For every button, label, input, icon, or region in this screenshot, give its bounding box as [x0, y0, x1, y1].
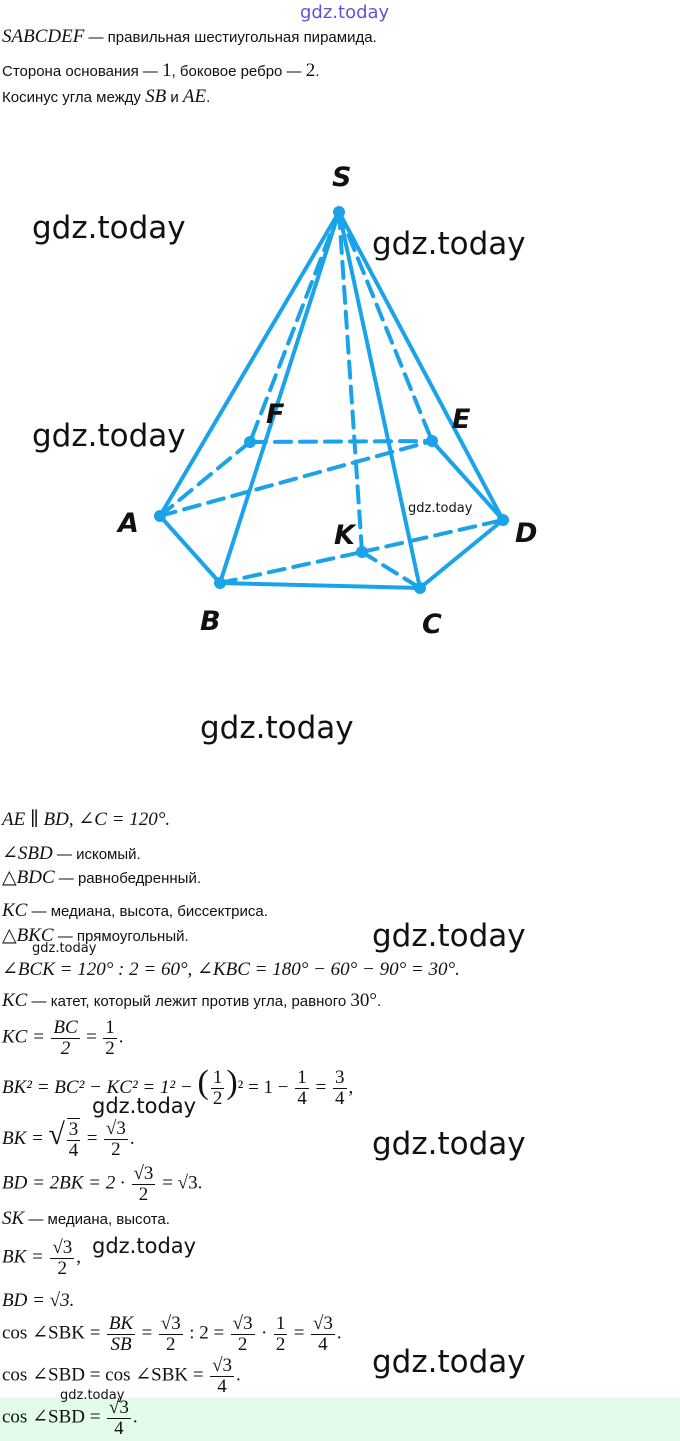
fraction-numerator: √3: [212, 1355, 232, 1376]
comma: ,: [76, 1246, 81, 1268]
fraction-denominator: 4: [335, 1088, 345, 1110]
fraction-numerator: 1: [212, 1067, 223, 1089]
fraction-numerator: √3: [105, 1118, 126, 1140]
fraction-denominator: 4: [297, 1088, 307, 1110]
fraction-numerator: √3: [232, 1313, 253, 1334]
fraction-sqrt3-4: [210, 1356, 234, 1397]
period: .: [336, 1322, 342, 1344]
fraction-sqrt3-2: [104, 1119, 128, 1160]
equals-sign: =: [141, 1322, 153, 1344]
fraction-denominator: 2: [138, 1183, 149, 1205]
divide-2: : 2 =: [189, 1322, 225, 1344]
bd-value: BD = √3.: [2, 1290, 75, 1311]
solution-line-12: [2, 1208, 170, 1230]
problem-line-1-text: — правильная шестиугольная пирамида.: [84, 29, 377, 46]
problem-line-1: [2, 26, 377, 48]
solution-line-2: [2, 842, 141, 865]
label-d: D: [515, 518, 538, 549]
watermark: gdz.today: [92, 1094, 197, 1118]
edge-ae: [160, 441, 432, 516]
fraction-numerator: 1: [105, 1017, 115, 1038]
watermark: gdz.today: [408, 501, 473, 516]
edge-sb: [220, 212, 339, 583]
segment-kc: KC: [2, 990, 28, 1011]
label-e: E: [452, 404, 471, 435]
solution-line-1: [2, 808, 170, 831]
header-watermark: gdz.today: [300, 2, 390, 23]
label-a: A: [118, 508, 139, 539]
fraction-denominator: 4: [217, 1375, 227, 1397]
solution-line-11: [2, 1164, 202, 1205]
edge-bc: [220, 583, 420, 588]
vertex-b: [214, 577, 226, 589]
multiply-dot: ·: [261, 1322, 268, 1344]
label-k: K: [334, 520, 355, 551]
angle-sbd: ∠SBD: [2, 843, 53, 864]
problem-line-3-end: .: [206, 89, 211, 106]
fraction-sqrt3-4: [311, 1314, 335, 1355]
vertex-f: [244, 436, 256, 448]
triangle-bkc: △BKC: [2, 925, 54, 946]
fraction-numerator: BC: [53, 1017, 78, 1038]
solution-line-5-text: — прямоугольный.: [53, 928, 189, 945]
solution-line-3-text: — равнобедренный.: [54, 870, 202, 887]
problem-line-2: [2, 60, 319, 82]
fraction-numerator: 1: [275, 1313, 286, 1334]
fraction-1-2: [211, 1068, 225, 1109]
period: .: [118, 1026, 124, 1048]
label-b: B: [200, 606, 221, 637]
solution-line-7-text: — катет, который лежит против угла, равного: [27, 993, 351, 1010]
fraction-numerator: √3: [312, 1313, 333, 1334]
equals-sign: =: [86, 1026, 97, 1048]
watermark: gdz.today: [92, 1234, 197, 1258]
fraction-denominator: 2: [105, 1037, 115, 1059]
angle-value: 30°: [350, 990, 377, 1011]
edge-bk: [220, 552, 362, 583]
solution-line-4-text: — медиана, высота, биссектриса.: [27, 903, 268, 920]
fraction-1-2: [274, 1314, 288, 1355]
pyramid-name: SABCDEF: [2, 26, 85, 47]
base-side-value: 1: [162, 60, 172, 81]
solution-line-15: [2, 1314, 342, 1355]
solution-line-8: [2, 1018, 124, 1059]
fraction-sqrt3-2: [132, 1164, 156, 1205]
fraction-denominator: 2: [60, 1037, 71, 1059]
fraction-numerator: √3: [133, 1163, 154, 1184]
solution-line-12-text: — медиана, высота.: [24, 1211, 170, 1228]
vertex-s: [333, 206, 345, 218]
fraction-numerator: 3: [335, 1067, 345, 1089]
vertex-d: [497, 514, 509, 526]
cos-sbk-lhs: cos ∠SBK =: [2, 1322, 101, 1344]
watermark: gdz.today: [200, 710, 354, 746]
edge-sf: [250, 212, 339, 442]
fraction-bk-sb: [107, 1314, 135, 1355]
period: .: [236, 1364, 241, 1386]
solution-line-7: [2, 990, 381, 1012]
fraction-denominator: 2: [57, 1257, 68, 1279]
fraction-denominator: 2: [166, 1333, 176, 1355]
segment-sk: SK: [2, 1208, 25, 1229]
vertex-c: [414, 582, 426, 594]
paren-close: ): [226, 1064, 238, 1101]
fraction-3-4: [333, 1068, 347, 1109]
label-s: S: [332, 162, 352, 193]
segment-sb: SB: [145, 86, 167, 107]
segment-kc: KC: [2, 900, 28, 921]
solution-line-4: [2, 900, 268, 922]
equals-sign: =: [310, 1077, 331, 1098]
vertex-e: [426, 435, 438, 447]
fraction-3-4: [67, 1118, 81, 1161]
fraction-denominator: SB: [110, 1333, 132, 1355]
edge-sa: [160, 212, 339, 516]
problem-line-2-text-a: Сторона основания —: [2, 63, 163, 80]
cos-sbd-lhs: cos ∠SBD = cos ∠SBK =: [2, 1364, 204, 1386]
vertex-k: [356, 546, 368, 558]
answer-line: [2, 1398, 138, 1439]
fraction-denominator: 4: [318, 1333, 328, 1355]
solution-line-14: [2, 1290, 74, 1312]
fraction-sqrt3-2: [159, 1314, 183, 1355]
edge-kc: [362, 552, 420, 588]
fraction-sqrt3-2: [50, 1238, 74, 1279]
fraction-denominator: 2: [237, 1333, 248, 1355]
fraction-numerator: √3: [160, 1313, 181, 1334]
fraction-bc-2: [51, 1018, 79, 1059]
problem-line-3-text-a: Косинус угла между: [2, 89, 146, 106]
solution-line-6: [2, 958, 460, 981]
fraction-denominator: 4: [68, 1140, 79, 1162]
problem-line-3-text-b: и: [166, 89, 183, 106]
vertex-a: [154, 510, 166, 522]
fraction-numerator: 1: [297, 1067, 307, 1089]
solution-line-2-text: — искомый.: [52, 846, 141, 863]
angle-computation: ∠BCK = 120° : 2 = 60°, ∠KBC = 180° − 60° − 90° = 30°.: [2, 959, 460, 980]
bk-squared-mid: ² = 1 −: [237, 1077, 294, 1098]
solution-line-10: [2, 1118, 135, 1161]
fraction-numerator: √3: [108, 1397, 129, 1418]
fraction-numerator: √3: [52, 1237, 73, 1258]
fraction-denominator: 2: [275, 1333, 286, 1355]
watermark: gdz.today: [372, 226, 526, 262]
fraction-numerator: 3: [68, 1119, 79, 1141]
fraction-denominator: 2: [212, 1088, 223, 1110]
solution-line-13: [2, 1238, 81, 1279]
fraction-1-2: [103, 1018, 117, 1059]
label-c: C: [422, 609, 442, 640]
answer-fraction: [107, 1398, 131, 1439]
answer-lhs: cos ∠SBD =: [2, 1406, 101, 1428]
period: .: [132, 1406, 138, 1428]
watermark: gdz.today: [372, 918, 526, 954]
label-f: F: [266, 399, 285, 430]
fraction-numerator: BK: [108, 1313, 134, 1334]
fraction-1-4: [295, 1068, 309, 1109]
kc-lhs: KC =: [2, 1026, 45, 1048]
problem-line-2-end: .: [315, 63, 320, 80]
paren-open: (: [197, 1064, 209, 1101]
bk-squared-lhs: BK² = BC² − KC² = 1² −: [2, 1077, 198, 1098]
problem-line-2-text-b: , боковое ребро —: [171, 63, 306, 80]
problem-line-3: [2, 86, 210, 108]
bk-lhs: BK =: [2, 1246, 44, 1268]
comma: ,: [348, 1077, 354, 1098]
watermark: gdz.today: [60, 1388, 125, 1403]
period: .: [129, 1128, 135, 1149]
equals-sign: =: [86, 1128, 98, 1149]
bd-rhs: = √3.: [157, 1172, 203, 1194]
sqrt-sign: √: [48, 1118, 65, 1151]
fraction-sqrt3-2: [231, 1314, 255, 1355]
watermark: gdz.today: [372, 1126, 526, 1162]
edge-ab: [160, 516, 220, 583]
triangle-bdc: △BDC: [2, 867, 55, 888]
segment-ae: AE: [182, 86, 207, 107]
fraction-denominator: 2: [111, 1139, 121, 1161]
watermark: gdz.today: [372, 1344, 526, 1380]
equals-sign: =: [293, 1322, 305, 1344]
bd-lhs: BD = 2BK = 2 ·: [2, 1172, 130, 1194]
solution-line-7-end: .: [377, 993, 382, 1010]
edge-fe: [250, 441, 432, 442]
parallel-statement: AE ∥ BD, ∠C = 120°.: [2, 809, 171, 830]
watermark: gdz.today: [32, 418, 186, 454]
lateral-edge-value: 2: [305, 60, 316, 81]
fraction-denominator: 4: [114, 1417, 124, 1439]
bk-lhs: BK =: [2, 1128, 44, 1149]
watermark: gdz.today: [32, 941, 97, 956]
watermark: gdz.today: [32, 210, 186, 246]
solution-line-3: [2, 866, 201, 889]
